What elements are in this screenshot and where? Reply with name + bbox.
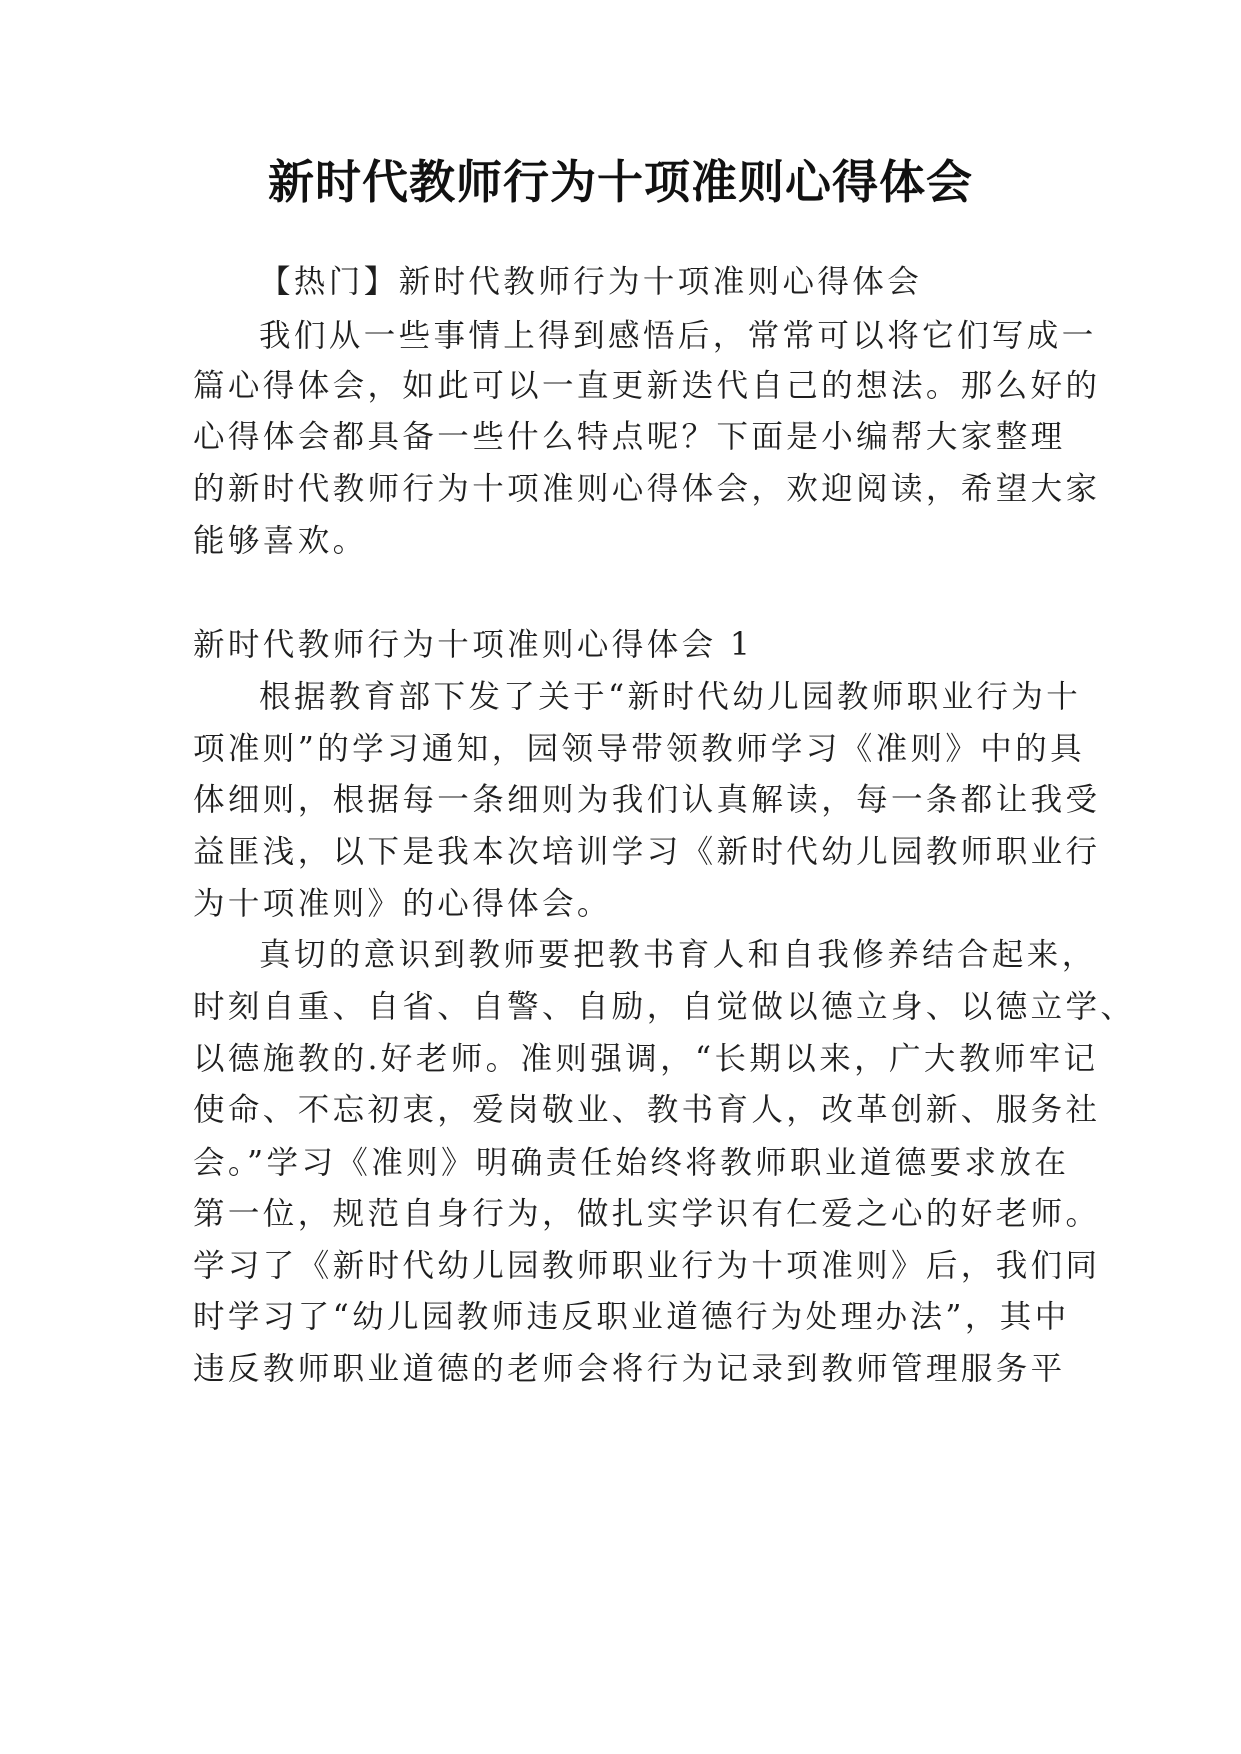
section1-para1-line-4: 益匪浅，以下是我本次培训学习《新时代幼儿园教师职业行 [193, 834, 1101, 870]
document-title: 新时代教师行为十项准则心得体会 [268, 155, 973, 209]
section1-para1-line-3: 体细则，根据每一条细则为我们认真解读，每一条都让我受 [193, 782, 1101, 818]
section1-para2-line-1: 真切的意识到教师要把教书育人和自我修养结合起来， [259, 937, 1097, 973]
section1-para1-line-1: 根据教育部下发了关于“新时代幼儿园教师职业行为十 [259, 679, 1082, 715]
intro-line-4: 的新时代教师行为十项准则心得体会，欢迎阅读，希望大家 [193, 471, 1101, 507]
section1-para2-line-6: 第一位，规范自身行为，做扎实学识有仁爱之心的好老师。 [193, 1196, 1101, 1232]
section1-para2-line-5: 会。”学习《准则》明确责任始终将教师职业道德要求放在 [193, 1145, 1070, 1181]
section1-para1-line-5: 为十项准则》的心得体会。 [193, 886, 612, 922]
section1-para2-line-3: 以德施教的.好老师。准则强调，“长期以来，广大教师牢记 [193, 1041, 1099, 1077]
section1-para2-line-9: 违反教师职业道德的老师会将行为记录到教师管理服务平 [193, 1351, 1066, 1387]
intro-line-1: 我们从一些事情上得到感悟后，常常可以将它们写成一 [259, 318, 1097, 354]
section1-para2-line-4: 使命、不忘初衷，爱岗敬业、教书育人，改革创新、服务社 [193, 1092, 1101, 1128]
intro-line-5: 能够喜欢。 [193, 523, 368, 559]
section-heading-1: 新时代教师行为十项准则心得体会 1 [193, 627, 754, 663]
section1-para2-line-7: 学习了《新时代幼儿园教师职业行为十项准则》后，我们同 [193, 1248, 1101, 1284]
section1-para2-line-2: 时刻自重、自省、自警、自励，自觉做以德立身、以德立学、 [193, 989, 1136, 1025]
intro-line-3: 心得体会都具备一些什么特点呢？下面是小编帮大家整理 [193, 419, 1066, 455]
intro-heading: 【热门】新时代教师行为十项准则心得体会 [259, 264, 923, 300]
section1-para1-line-2: 项准则”的学习通知，园领导带领教师学习《准则》中的具 [193, 731, 1086, 767]
intro-line-2: 篇心得体会，如此可以一直更新迭代自己的想法。那么好的 [193, 368, 1101, 404]
section1-para2-line-8: 时学习了“幼儿园教师违反职业道德行为处理办法”，其中 [193, 1299, 1070, 1335]
